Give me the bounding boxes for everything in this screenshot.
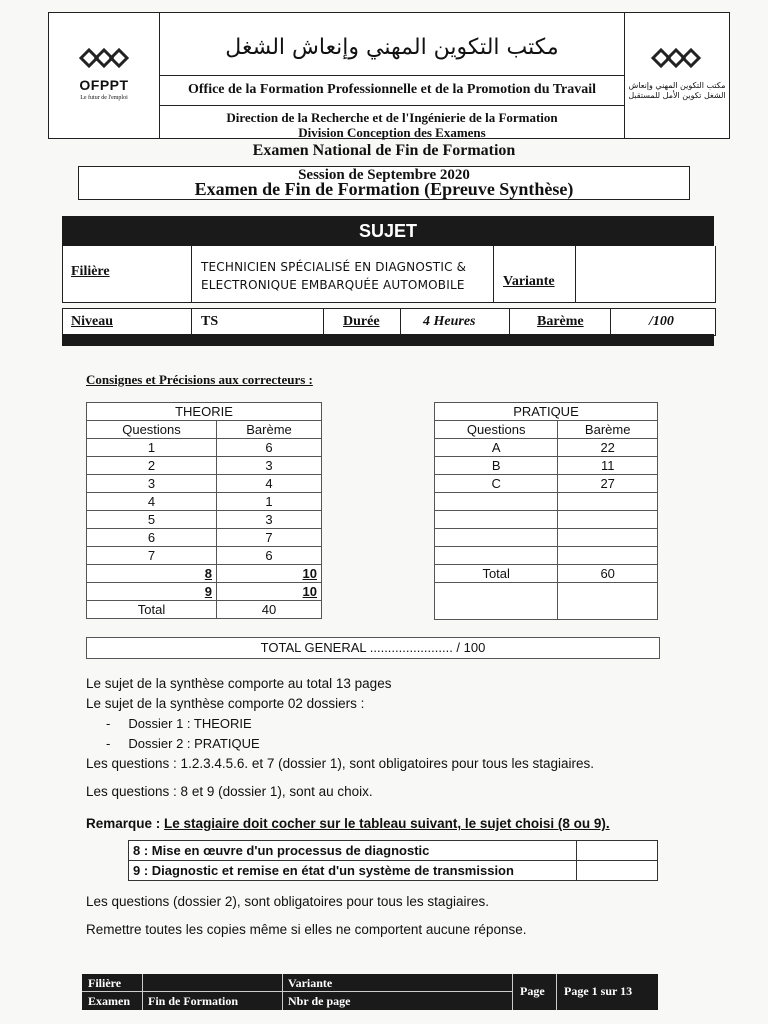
choice-8-label: 8 : Mise en œuvre d'un processus de diagnostic bbox=[129, 841, 577, 861]
logo-left-subtext: Le futur de l'emploi bbox=[80, 95, 128, 101]
pratique-q bbox=[435, 511, 558, 529]
theorie-col-questions: Questions bbox=[87, 421, 217, 439]
table-row bbox=[87, 583, 322, 601]
logo-right-text: مكتب التكوين المهني وإنعاش الشغل تكوين الأمل للمستقبل bbox=[628, 81, 726, 100]
theorie-q: 7 bbox=[87, 547, 217, 565]
pages-text: Le sujet de la synthèse comporte au total 13 pages bbox=[86, 676, 392, 691]
theorie-q: 8 bbox=[87, 565, 217, 583]
theorie-b: 7 bbox=[217, 529, 322, 547]
theorie-total-label: Total bbox=[87, 601, 217, 619]
obligatoires-1-text: Les questions : 1.2.3.4.5.6. et 7 (dossier 1), sont obligatoires pour tous les stagiaires. bbox=[86, 756, 595, 771]
table-row bbox=[435, 583, 658, 620]
obligatoires-2-text: Les questions (dossier 2), sont obligatoires pour tous les stagiaires. bbox=[86, 894, 489, 909]
direction-division bbox=[159, 105, 625, 140]
filiere-line-2: ELECTRONIQUE EMBARQUÉE AUTOMOBILE bbox=[201, 278, 465, 292]
theorie-b: 1 bbox=[217, 493, 322, 511]
header-box bbox=[48, 12, 730, 139]
table-row bbox=[435, 475, 658, 493]
choice-table bbox=[128, 840, 658, 881]
pratique-col-questions: Questions bbox=[435, 421, 558, 439]
ofppt-logo-icon bbox=[649, 43, 703, 73]
table-row bbox=[87, 565, 322, 583]
footer-nbr-page-label: Nbr de page bbox=[288, 994, 351, 1008]
theorie-q: 4 bbox=[87, 493, 217, 511]
sujet-bar: SUJET bbox=[62, 216, 714, 246]
table-row bbox=[435, 439, 658, 457]
theorie-b: 6 bbox=[217, 439, 322, 457]
dossier-2-item: - Dossier 2 : PRATIQUE bbox=[106, 736, 260, 751]
pratique-q bbox=[435, 547, 558, 565]
footer-page-number: Page 1 sur 13 bbox=[564, 984, 633, 998]
table-row bbox=[435, 547, 658, 565]
remarque-label: Remarque : bbox=[86, 816, 161, 831]
table-row bbox=[129, 841, 658, 861]
theorie-col-bareme: Barème bbox=[217, 421, 322, 439]
theorie-b: 3 bbox=[217, 511, 322, 529]
theorie-q: 3 bbox=[87, 475, 217, 493]
consignes-heading: Consignes et Précisions aux correcteurs : bbox=[86, 372, 313, 387]
pratique-b: 11 bbox=[558, 457, 658, 475]
choix-text: Les questions : 8 et 9 (dossier 1), sont au choix. bbox=[86, 784, 373, 799]
footer-bar bbox=[82, 974, 658, 1010]
theorie-b: 3 bbox=[217, 457, 322, 475]
theorie-total-value: 40 bbox=[217, 601, 322, 619]
table-row bbox=[87, 475, 322, 493]
filiere-value bbox=[201, 258, 466, 294]
theorie-b: 10 bbox=[217, 565, 322, 583]
theorie-q: 1 bbox=[87, 439, 217, 457]
theorie-b: 6 bbox=[217, 547, 322, 565]
footer-divider bbox=[282, 974, 283, 1010]
pratique-table bbox=[434, 402, 658, 620]
dossier-2-text: Dossier 2 : PRATIQUE bbox=[128, 736, 260, 751]
footer-divider bbox=[142, 974, 143, 1010]
ofppt-logo-left bbox=[49, 13, 160, 138]
logo-left-text: OFPPT bbox=[79, 77, 129, 93]
dossier-1-text: Dossier 1 : THEORIE bbox=[128, 716, 252, 731]
filiere-line-1: TECHNICIEN SPÉCIALISÉ EN DIAGNOSTIC & bbox=[201, 260, 467, 274]
table-row bbox=[87, 601, 322, 619]
filiere-label-cell bbox=[63, 246, 192, 302]
choice-9-label: 9 : Diagnostic et remise en état d'un système de transmission bbox=[129, 861, 577, 881]
footer-page-label: Page bbox=[520, 984, 545, 998]
table-row bbox=[435, 529, 658, 547]
theorie-b: 4 bbox=[217, 475, 322, 493]
ofppt-logo-icon bbox=[77, 43, 131, 73]
pratique-b bbox=[558, 529, 658, 547]
table-row bbox=[87, 457, 322, 475]
pratique-b bbox=[558, 583, 658, 620]
footer-divider bbox=[556, 974, 557, 1010]
table-row bbox=[87, 529, 322, 547]
pratique-q: B bbox=[435, 457, 558, 475]
bareme-label: Barème bbox=[537, 314, 584, 329]
footer-divider bbox=[82, 991, 512, 992]
remettre-text: Remettre toutes les copies même si elles ne comportent aucune réponse. bbox=[86, 922, 527, 937]
remarque-text: Le stagiaire doit cocher sur le tableau suivant, le sujet choisi (8 ou 9). bbox=[164, 816, 610, 831]
theorie-q: 5 bbox=[87, 511, 217, 529]
theorie-b: 10 bbox=[217, 583, 322, 601]
theorie-table bbox=[86, 402, 322, 619]
variante-label: Variante bbox=[503, 274, 555, 289]
session-text: Session de Septembre 2020 bbox=[298, 167, 470, 183]
pratique-title: PRATIQUE bbox=[435, 403, 658, 421]
pratique-b: 22 bbox=[558, 439, 658, 457]
pratique-q bbox=[435, 583, 558, 620]
dark-band bbox=[62, 334, 714, 346]
table-row bbox=[87, 547, 322, 565]
table-row bbox=[87, 511, 322, 529]
filiere-row bbox=[62, 246, 716, 303]
division-name: Division Conception des Examens bbox=[298, 125, 486, 140]
pratique-total-value: 60 bbox=[558, 565, 658, 583]
total-general: TOTAL GENERAL ....................... / 100 bbox=[86, 637, 660, 659]
duree-label: Durée bbox=[343, 314, 380, 329]
theorie-title: THEORIE bbox=[87, 403, 322, 421]
pratique-b: 27 bbox=[558, 475, 658, 493]
theorie-q: 6 bbox=[87, 529, 217, 547]
table-row bbox=[435, 457, 658, 475]
table-row bbox=[129, 861, 658, 881]
pratique-total-label: Total bbox=[435, 565, 558, 583]
theorie-q: 9 bbox=[87, 583, 217, 601]
exam-national-title: Examen National de Fin de Formation bbox=[252, 142, 516, 159]
pratique-q: C bbox=[435, 475, 558, 493]
pratique-b bbox=[558, 493, 658, 511]
niveau-row bbox=[62, 308, 716, 336]
pratique-col-bareme: Barème bbox=[558, 421, 658, 439]
exam-title: Examen de Fin de Formation (Epreuve Synthèse) bbox=[194, 179, 574, 199]
direction-name: Direction de la Recherche et de l'Ingénierie de la Formation bbox=[226, 110, 558, 125]
footer-filiere-label: Filière bbox=[88, 976, 122, 990]
pratique-b bbox=[558, 511, 658, 529]
table-row bbox=[87, 493, 322, 511]
choice-8-checkbox[interactable] bbox=[577, 841, 658, 861]
dossier-1-item: - Dossier 1 : THEORIE bbox=[106, 716, 252, 731]
pratique-q bbox=[435, 493, 558, 511]
pratique-q bbox=[435, 529, 558, 547]
footer-variante-label: Variante bbox=[288, 976, 333, 990]
ofppt-logo-right bbox=[624, 13, 729, 138]
table-row bbox=[87, 439, 322, 457]
footer-examen-label: Examen bbox=[88, 994, 130, 1008]
session-box bbox=[78, 166, 690, 200]
footer-fin-formation: Fin de Formation bbox=[148, 994, 238, 1008]
remarque bbox=[86, 816, 610, 831]
table-row bbox=[435, 565, 658, 583]
bareme-value: /100 bbox=[649, 314, 674, 329]
duree-value: 4 Heures bbox=[423, 314, 476, 329]
dossiers-text: Le sujet de la synthèse comporte 02 dossiers : bbox=[86, 696, 365, 711]
table-row bbox=[435, 511, 658, 529]
niveau-value: TS bbox=[201, 314, 219, 329]
niveau-label: Niveau bbox=[71, 314, 113, 329]
office-name: Office de la Formation Professionnelle et de la Promotion du Travail bbox=[159, 75, 625, 98]
pratique-b bbox=[558, 547, 658, 565]
theorie-q: 2 bbox=[87, 457, 217, 475]
arabic-title: مكتب التكوين المهني وإنعاش الشغل bbox=[225, 35, 559, 60]
filiere-label: Filière bbox=[71, 264, 110, 279]
pratique-q: A bbox=[435, 439, 558, 457]
footer-divider bbox=[512, 974, 513, 1010]
choice-9-checkbox[interactable] bbox=[577, 861, 658, 881]
table-row bbox=[435, 493, 658, 511]
header-center bbox=[159, 13, 625, 138]
